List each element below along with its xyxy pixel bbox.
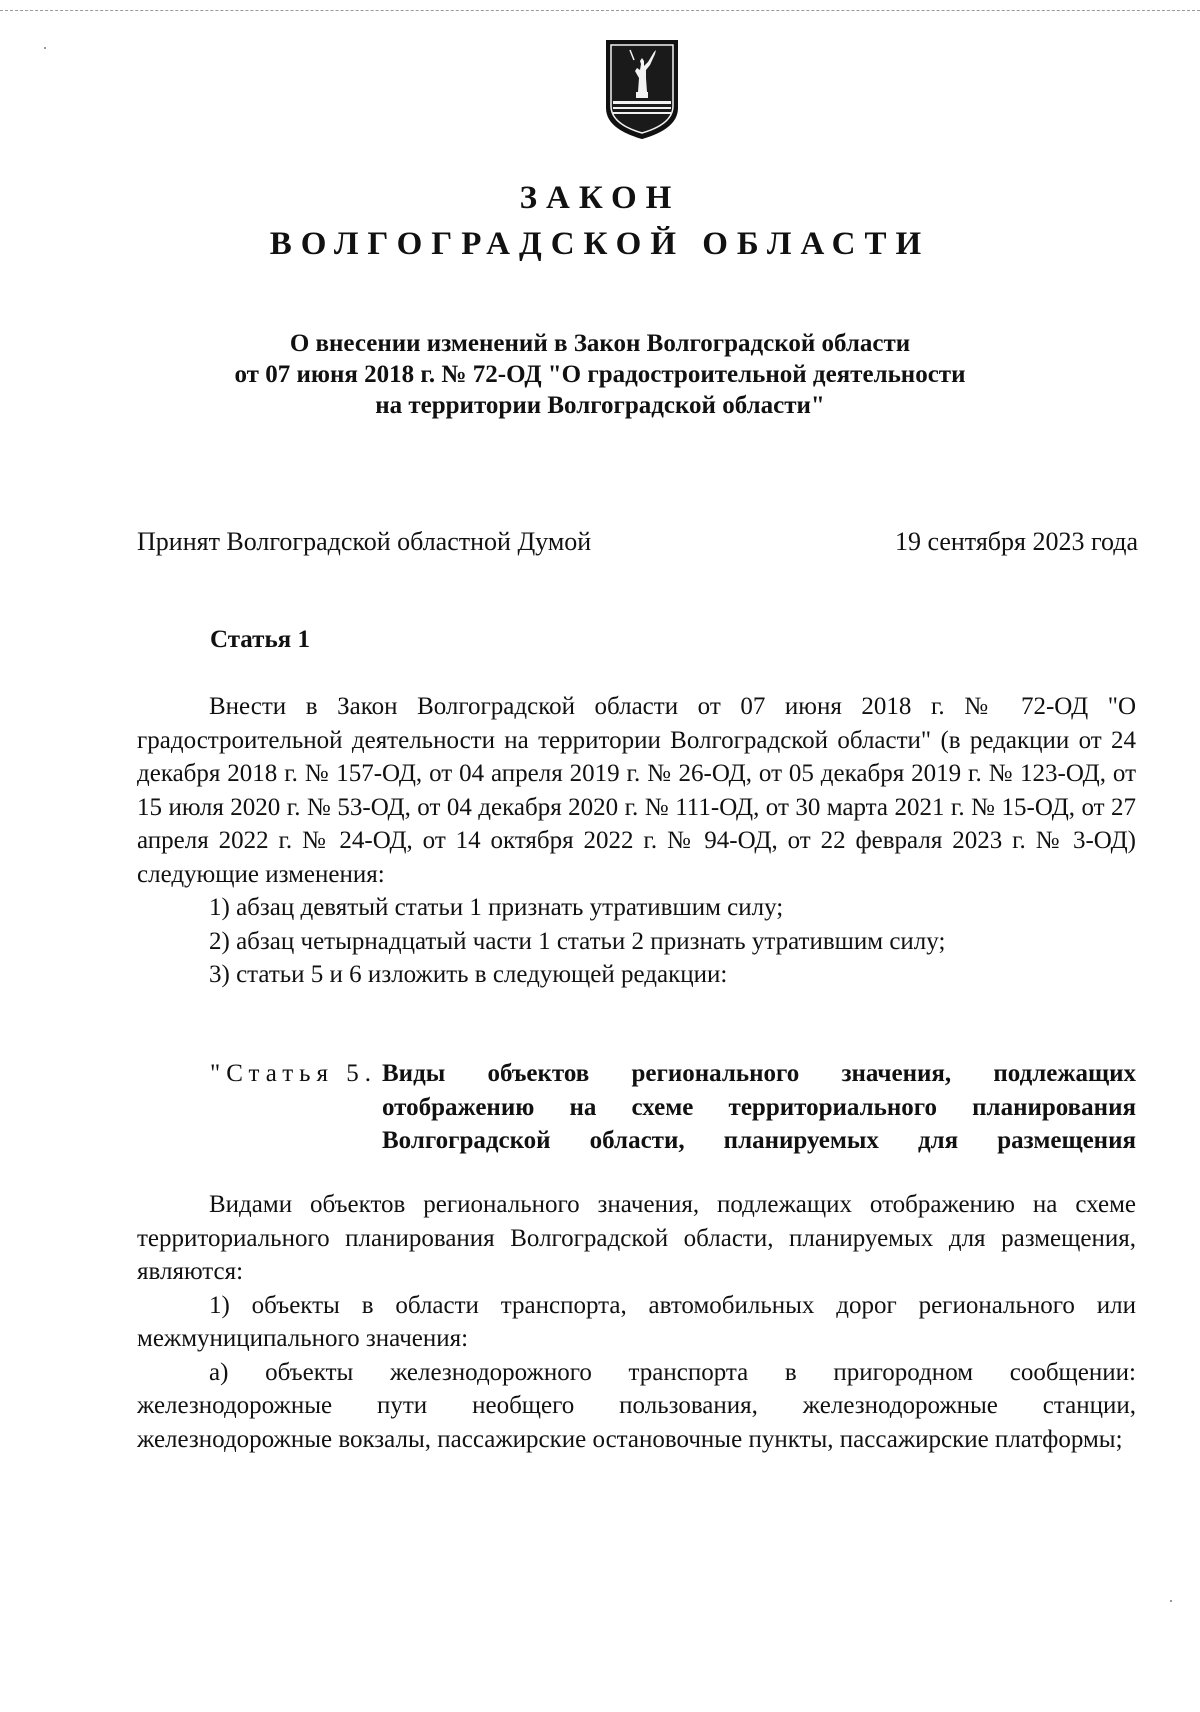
- scan-edge-line: [0, 10, 1200, 11]
- article-5-subitem: а) объекты железнодорожного транспорта в пригородном сообщении: железнодорожные пути необщего пользования, железнодорожные станции, железнодорожные вокзалы, пассажирские остановочные пункты, пассажирские платформы;: [137, 1358, 1136, 1453]
- adopted-date: 19 сентября 2023 года: [894, 527, 1138, 556]
- article-1-intro: Внести в Закон Волгоградской области от 07 июня 2018 г. № 72-ОД "О градостроительной деятельности на территории Волгоградской области" (в редакции от 24 декабря 2018 г. № 157-ОД, от 04 апреля 2019 г. № 26-ОД, от 05 декабря 2019 г. № 123-ОД, от 15 июля 2020 г. № 53-ОД, от 04 декабря 2020 г. № 111-ОД, от 30 марта 2021 г. № 15-ОД, от 27 апреля 2022 г. № 24-ОД, от 14 октября 2022 г. № 94-ОД, от 22 февраля 2023 г. № 3-ОД) следующие изменения:: [137, 693, 1136, 888]
- article-5-body: [137, 1188, 1136, 1456]
- article-5-item: 1) объекты в области транспорта, автомобильных дорог регионального или межмуниципального значения:: [137, 1291, 1136, 1352]
- law-subject: [0, 328, 1200, 421]
- subject-line: от 07 июня 2018 г. № 72-ОД "О градостроительной деятельности: [234, 361, 966, 388]
- volgograd-coat-of-arms-icon: [604, 38, 680, 140]
- subject-line: О внесении изменений в Закон Волгоградской области: [289, 330, 911, 357]
- article-5-intro: Видами объектов регионального значения, подлежащих отображению на схеме территориального планирования Волгоградской области, планируемых для размещения, являются:: [137, 1191, 1136, 1285]
- article-5-label: "Статья 5.: [210, 1060, 378, 1087]
- article-1-body: [137, 690, 1136, 992]
- article-1-item: 3) статьи 5 и 6 изложить в следующей редакции:: [209, 961, 728, 988]
- scan-speck: [1170, 1600, 1172, 1602]
- region-title: ВОЛГОГРАДСКОЙ ОБЛАСТИ: [269, 226, 931, 262]
- subject-line: на территории Волгоградской области": [375, 392, 825, 419]
- adopted-by: Принят Волгоградской областной Думой: [137, 527, 592, 556]
- scan-speck: [44, 47, 46, 49]
- article-1-item: 1) абзац девятый статьи 1 признать утратившим силу;: [209, 894, 784, 921]
- article-5-title: Виды объектов регионального значения, подлежащих отображению на схеме территориального планирования Волгоградской области, планируемых для размещения: [382, 1060, 1136, 1154]
- article-1-item: 2) абзац четырнадцатый части 1 статьи 2 признать утратившим силу;: [209, 927, 946, 955]
- article-1-heading: Статья 1: [210, 626, 310, 653]
- law-type-title: ЗАКОН: [519, 180, 681, 216]
